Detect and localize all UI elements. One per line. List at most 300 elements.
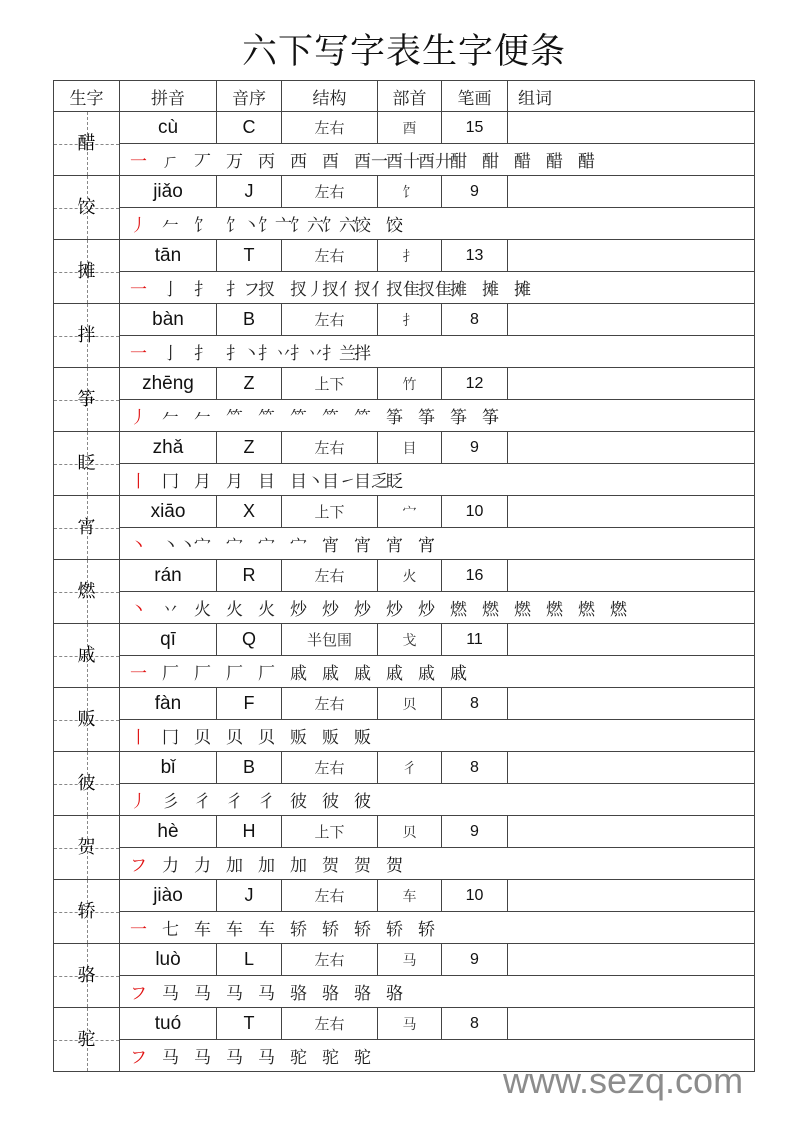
character-cell — [54, 496, 120, 560]
character: 贩 — [77, 708, 96, 730]
character-cell — [54, 688, 120, 752]
stroke-step: 戚 — [322, 664, 339, 684]
words-cell — [508, 304, 755, 336]
stroke-count-cell: 8 — [442, 304, 508, 336]
stroke-step: 饣丶 — [226, 216, 260, 236]
stroke-step: 一 — [130, 920, 147, 940]
stroke-step: 轿 — [418, 920, 435, 940]
stroke-step: 亅 — [162, 280, 179, 300]
stroke-step: 厂 — [162, 664, 179, 684]
stroke-step: ⺮ — [226, 408, 243, 428]
stroke-order-cell — [120, 464, 755, 496]
header-char: 生字 — [54, 81, 120, 112]
structure-cell: 上下 — [282, 816, 378, 848]
stroke-order-cell — [120, 144, 755, 176]
radical-cell: 扌 — [378, 304, 442, 336]
structure-cell: 左右 — [282, 432, 378, 464]
stroke-step: 力 — [194, 856, 211, 876]
watermark: www.sezq.com — [503, 1060, 744, 1101]
header-pinyin: 拼音 — [120, 81, 217, 112]
stroke-step: 厂 — [226, 664, 243, 684]
stroke-step: フ — [130, 984, 147, 1004]
stroke-step: 火 — [194, 600, 211, 620]
stroke-step: 扠 — [258, 280, 275, 300]
stroke-order-row — [54, 272, 755, 304]
words-cell — [508, 816, 755, 848]
stroke-order-cell — [120, 976, 755, 1008]
stroke-step: 扌丶 — [226, 344, 260, 364]
structure-cell: 半包围 — [282, 624, 378, 656]
stroke-count-cell: 8 — [442, 752, 508, 784]
stroke-step: 扌 — [194, 344, 211, 364]
character-cell — [54, 432, 120, 496]
character: 轿 — [77, 900, 96, 922]
stroke-step: ⺮ — [322, 408, 339, 428]
character: 宵 — [77, 516, 96, 538]
stroke-order-cell — [120, 912, 755, 944]
stroke-step: 酉十 — [386, 152, 420, 172]
stroke-step: 炒 — [386, 600, 403, 620]
stroke-step: 饣亠 — [258, 216, 292, 236]
stroke-step: 燃 — [546, 600, 563, 620]
stroke-step: 马 — [258, 1048, 275, 1068]
stroke-step: 轿 — [386, 920, 403, 940]
radical-cell: 目 — [378, 432, 442, 464]
order-cell: J — [217, 176, 282, 208]
structure-cell: 左右 — [282, 112, 378, 144]
stroke-step: 厂 — [258, 664, 275, 684]
character-cell — [54, 880, 120, 944]
character: 燃 — [77, 580, 96, 602]
words-cell — [508, 880, 755, 912]
stroke-step: 丿 — [130, 216, 147, 236]
stroke-step: 摊 — [450, 280, 467, 300]
stroke-step: 饣六 — [322, 216, 356, 236]
stroke-step: 马 — [226, 984, 243, 1004]
stroke-step: 宵 — [386, 536, 403, 556]
stroke-order-row — [54, 784, 755, 816]
character: 彼 — [77, 772, 96, 794]
pinyin-cell: bàn — [120, 304, 217, 336]
stroke-count-cell: 11 — [442, 624, 508, 656]
character: 贺 — [77, 836, 96, 858]
structure-cell: 左右 — [282, 752, 378, 784]
stroke-step: 酉廾 — [418, 152, 452, 172]
header-radical: 部首 — [378, 81, 442, 112]
stroke-step: 火 — [258, 600, 275, 620]
stroke-step: 亅 — [162, 344, 179, 364]
structure-cell: 左右 — [282, 688, 378, 720]
pinyin-cell: hè — [120, 816, 217, 848]
stroke-step: 扠丿 — [290, 280, 324, 300]
stroke-step: 酉一 — [354, 152, 388, 172]
character-table — [53, 80, 755, 1072]
words-cell — [508, 176, 755, 208]
stroke-order-row — [54, 336, 755, 368]
stroke-step: 宀 — [226, 536, 243, 556]
stroke-step: 拌 — [354, 344, 371, 364]
stroke-step: 戚 — [386, 664, 403, 684]
stroke-step: 炒 — [354, 600, 371, 620]
stroke-step: 𠂉 — [162, 216, 179, 236]
stroke-step: 目㇀ — [322, 472, 356, 492]
words-cell — [508, 240, 755, 272]
character-cell — [54, 304, 120, 368]
character-cell — [54, 624, 120, 688]
character: 拌 — [77, 324, 96, 346]
stroke-step: 戚 — [450, 664, 467, 684]
stroke-step: 饣六 — [290, 216, 324, 236]
stroke-step: 燃 — [482, 600, 499, 620]
stroke-step: 宵 — [418, 536, 435, 556]
stroke-step: 𠂉 — [162, 408, 179, 428]
stroke-step: 冂 — [162, 728, 179, 748]
table-header-row — [54, 81, 755, 112]
header-strokes: 笔画 — [442, 81, 508, 112]
stroke-step: 炒 — [322, 600, 339, 620]
stroke-order-cell — [120, 208, 755, 240]
stroke-order-row — [54, 592, 755, 624]
stroke-step: 扠亻 — [354, 280, 388, 300]
structure-cell: 左右 — [282, 1008, 378, 1040]
stroke-step: 彳 — [258, 792, 275, 812]
stroke-step: 丨 — [130, 728, 147, 748]
stroke-step: 目 — [258, 472, 275, 492]
structure-cell: 左右 — [282, 240, 378, 272]
character-cell — [54, 752, 120, 816]
stroke-step: 筝 — [482, 408, 499, 428]
stroke-count-cell: 12 — [442, 368, 508, 400]
words-cell — [508, 688, 755, 720]
stroke-order-row — [54, 848, 755, 880]
stroke-step: 丿 — [130, 792, 147, 812]
order-cell: H — [217, 816, 282, 848]
character-cell — [54, 816, 120, 880]
stroke-step: 𠂉 — [194, 408, 211, 428]
stroke-step: 酣 — [482, 152, 499, 172]
character-cell — [54, 176, 120, 240]
header-words: 组词 — [508, 81, 755, 112]
pinyin-cell: luò — [120, 944, 217, 976]
stroke-step: 贺 — [354, 856, 371, 876]
words-cell — [508, 112, 755, 144]
character-cell — [54, 240, 120, 304]
stroke-step: 马 — [194, 984, 211, 1004]
stroke-step: 目乏 — [354, 472, 388, 492]
radical-cell: 竹 — [378, 368, 442, 400]
stroke-order-cell — [120, 336, 755, 368]
stroke-step: 车 — [226, 920, 243, 940]
character-cell — [54, 112, 120, 176]
stroke-step: フ — [130, 1048, 147, 1068]
stroke-step: 马 — [194, 1048, 211, 1068]
radical-cell: 马 — [378, 944, 442, 976]
stroke-step: 冂 — [162, 472, 179, 492]
header-order: 音序 — [217, 81, 282, 112]
stroke-step: 火 — [226, 600, 243, 620]
order-cell: L — [217, 944, 282, 976]
pinyin-cell: jiào — [120, 880, 217, 912]
order-cell: R — [217, 560, 282, 592]
pinyin-cell: cù — [120, 112, 217, 144]
table-row — [54, 368, 755, 400]
stroke-step: 酉 — [322, 152, 339, 172]
stroke-step: 扌丷 — [258, 344, 292, 364]
stroke-step: 宀 — [194, 536, 211, 556]
stroke-step: 宀 — [258, 536, 275, 556]
stroke-step: 月 — [226, 472, 243, 492]
stroke-step: 宵 — [322, 536, 339, 556]
table-row — [54, 688, 755, 720]
stroke-step: 摊 — [514, 280, 531, 300]
stroke-step: 贺 — [322, 856, 339, 876]
stroke-step: 轿 — [322, 920, 339, 940]
order-cell: T — [217, 1008, 282, 1040]
table-row — [54, 880, 755, 912]
table-row — [54, 112, 755, 144]
stroke-step: 一 — [130, 280, 147, 300]
stroke-step: 一 — [130, 152, 147, 172]
radical-cell: 贝 — [378, 816, 442, 848]
stroke-count-cell: 13 — [442, 240, 508, 272]
stroke-step: 筝 — [386, 408, 403, 428]
stroke-order-cell — [120, 400, 755, 432]
stroke-step: 贝 — [226, 728, 243, 748]
character-cell — [54, 368, 120, 432]
stroke-step: 骆 — [386, 984, 403, 1004]
stroke-step: 驼 — [290, 1048, 307, 1068]
stroke-step: 眨 — [386, 472, 403, 492]
pinyin-cell: rán — [120, 560, 217, 592]
pinyin-cell: tuó — [120, 1008, 217, 1040]
stroke-step: 丨 — [130, 472, 147, 492]
stroke-step: 筝 — [450, 408, 467, 428]
structure-cell: 上下 — [282, 496, 378, 528]
stroke-order-row — [54, 400, 755, 432]
table-row — [54, 176, 755, 208]
table-row — [54, 752, 755, 784]
stroke-order-cell — [120, 272, 755, 304]
stroke-step: 车 — [194, 920, 211, 940]
stroke-order-row — [54, 912, 755, 944]
stroke-step: 七 — [162, 920, 179, 940]
stroke-count-cell: 9 — [442, 432, 508, 464]
stroke-step: 丷 — [162, 600, 179, 620]
words-cell — [508, 432, 755, 464]
order-cell: Q — [217, 624, 282, 656]
character: 筝 — [77, 388, 96, 410]
stroke-order-cell — [120, 848, 755, 880]
stroke-step: ⺮ — [258, 408, 275, 428]
stroke-count-cell: 10 — [442, 496, 508, 528]
order-cell: B — [217, 304, 282, 336]
stroke-step: 燃 — [610, 600, 627, 620]
stroke-step: 宵 — [354, 536, 371, 556]
stroke-step: ㄏ — [162, 152, 179, 172]
radical-cell: 贝 — [378, 688, 442, 720]
stroke-step: 马 — [162, 984, 179, 1004]
stroke-step: 丶丶 — [162, 536, 196, 556]
stroke-step: ⺮ — [354, 408, 371, 428]
stroke-step: 扌フ — [226, 280, 260, 300]
stroke-step: 扠亻 — [322, 280, 356, 300]
words-cell — [508, 944, 755, 976]
stroke-step: 轿 — [354, 920, 371, 940]
structure-cell: 左右 — [282, 560, 378, 592]
stroke-step: 厂 — [194, 664, 211, 684]
table-row — [54, 432, 755, 464]
structure-cell: 左右 — [282, 304, 378, 336]
table-row — [54, 560, 755, 592]
stroke-step: 饺 — [354, 216, 371, 236]
stroke-count-cell: 8 — [442, 1008, 508, 1040]
table-row — [54, 1008, 755, 1040]
stroke-step: 贩 — [322, 728, 339, 748]
stroke-step: 彳 — [226, 792, 243, 812]
structure-cell: 上下 — [282, 368, 378, 400]
stroke-step: 车 — [258, 920, 275, 940]
table-row — [54, 304, 755, 336]
stroke-order-row — [54, 720, 755, 752]
page-title: 六下写字表生字便条 — [241, 32, 566, 72]
stroke-step: 加 — [290, 856, 307, 876]
stroke-step: 彼 — [354, 792, 371, 812]
order-cell: Z — [217, 432, 282, 464]
radical-cell: 戈 — [378, 624, 442, 656]
character: 摊 — [77, 260, 96, 282]
stroke-step: 戚 — [418, 664, 435, 684]
stroke-step: フ — [130, 856, 147, 876]
stroke-step: 加 — [258, 856, 275, 876]
radical-cell: 酉 — [378, 112, 442, 144]
structure-cell: 左右 — [282, 176, 378, 208]
stroke-step: 扠隹 — [418, 280, 452, 300]
radical-cell: 火 — [378, 560, 442, 592]
pinyin-cell: jiǎo — [120, 176, 217, 208]
stroke-step: 宀 — [290, 536, 307, 556]
words-cell — [508, 368, 755, 400]
stroke-step: 摊 — [482, 280, 499, 300]
stroke-step: 力 — [162, 856, 179, 876]
stroke-step: 彡 — [162, 792, 179, 812]
stroke-order-row — [54, 528, 755, 560]
stroke-step: 马 — [258, 984, 275, 1004]
stroke-step: 丶 — [130, 536, 147, 556]
stroke-step: 酣 — [450, 152, 467, 172]
stroke-step: 贩 — [290, 728, 307, 748]
pinyin-cell: bǐ — [120, 752, 217, 784]
character: 戚 — [77, 644, 96, 666]
table-row — [54, 240, 755, 272]
order-cell: F — [217, 688, 282, 720]
words-cell — [508, 752, 755, 784]
character: 驼 — [77, 1028, 96, 1050]
stroke-step: 丿 — [130, 408, 147, 428]
character: 眨 — [77, 452, 96, 474]
stroke-step: 马 — [226, 1048, 243, 1068]
stroke-step: 戚 — [290, 664, 307, 684]
stroke-step: 扌丷 — [290, 344, 324, 364]
words-cell — [508, 496, 755, 528]
stroke-step: 驼 — [354, 1048, 371, 1068]
order-cell: X — [217, 496, 282, 528]
stroke-step: 骆 — [290, 984, 307, 1004]
stroke-step: 丶 — [130, 600, 147, 620]
table-row — [54, 944, 755, 976]
stroke-step: 轿 — [290, 920, 307, 940]
words-cell — [508, 560, 755, 592]
stroke-step: 马 — [162, 1048, 179, 1068]
stroke-step: 月 — [194, 472, 211, 492]
stroke-count-cell: 15 — [442, 112, 508, 144]
stroke-order-row — [54, 464, 755, 496]
radical-cell: 宀 — [378, 496, 442, 528]
stroke-step: 戚 — [354, 664, 371, 684]
pinyin-cell: zhēng — [120, 368, 217, 400]
pinyin-cell: fàn — [120, 688, 217, 720]
stroke-count-cell: 16 — [442, 560, 508, 592]
stroke-step: 目丶 — [290, 472, 324, 492]
character-cell — [54, 1008, 120, 1072]
stroke-step: 炒 — [290, 600, 307, 620]
stroke-count-cell: 9 — [442, 176, 508, 208]
radical-cell: 扌 — [378, 240, 442, 272]
stroke-step: 丙 — [258, 152, 275, 172]
pinyin-cell: qī — [120, 624, 217, 656]
order-cell: T — [217, 240, 282, 272]
table-row — [54, 624, 755, 656]
radical-cell: 马 — [378, 1008, 442, 1040]
radical-cell: 车 — [378, 880, 442, 912]
order-cell: B — [217, 752, 282, 784]
table-body — [54, 112, 755, 1072]
pinyin-cell: tān — [120, 240, 217, 272]
stroke-step: 扌 — [194, 280, 211, 300]
stroke-step: 醋 — [514, 152, 531, 172]
stroke-step: 万 — [226, 152, 243, 172]
character-cell — [54, 560, 120, 624]
stroke-step: 贺 — [386, 856, 403, 876]
pinyin-cell: xiāo — [120, 496, 217, 528]
stroke-step: 一 — [130, 664, 147, 684]
character-cell — [54, 944, 120, 1008]
stroke-count-cell: 9 — [442, 944, 508, 976]
stroke-step: 燃 — [450, 600, 467, 620]
stroke-step: 筝 — [418, 408, 435, 428]
stroke-count-cell: 8 — [442, 688, 508, 720]
stroke-step: 贝 — [194, 728, 211, 748]
structure-cell: 左右 — [282, 880, 378, 912]
stroke-step: 西 — [290, 152, 307, 172]
stroke-step: 饺 — [386, 216, 403, 236]
stroke-step: 丆 — [194, 152, 211, 172]
stroke-step: 彼 — [322, 792, 339, 812]
stroke-step: 炒 — [418, 600, 435, 620]
stroke-step: 扠隹 — [386, 280, 420, 300]
stroke-step: 骆 — [354, 984, 371, 1004]
stroke-count-cell: 9 — [442, 816, 508, 848]
stroke-order-cell — [120, 784, 755, 816]
stroke-count-cell: 10 — [442, 880, 508, 912]
stroke-step: 燃 — [578, 600, 595, 620]
radical-cell: 彳 — [378, 752, 442, 784]
order-cell: C — [217, 112, 282, 144]
order-cell: Z — [217, 368, 282, 400]
table-row — [54, 816, 755, 848]
stroke-order-row — [54, 144, 755, 176]
character: 饺 — [77, 196, 96, 218]
stroke-order-cell — [120, 528, 755, 560]
